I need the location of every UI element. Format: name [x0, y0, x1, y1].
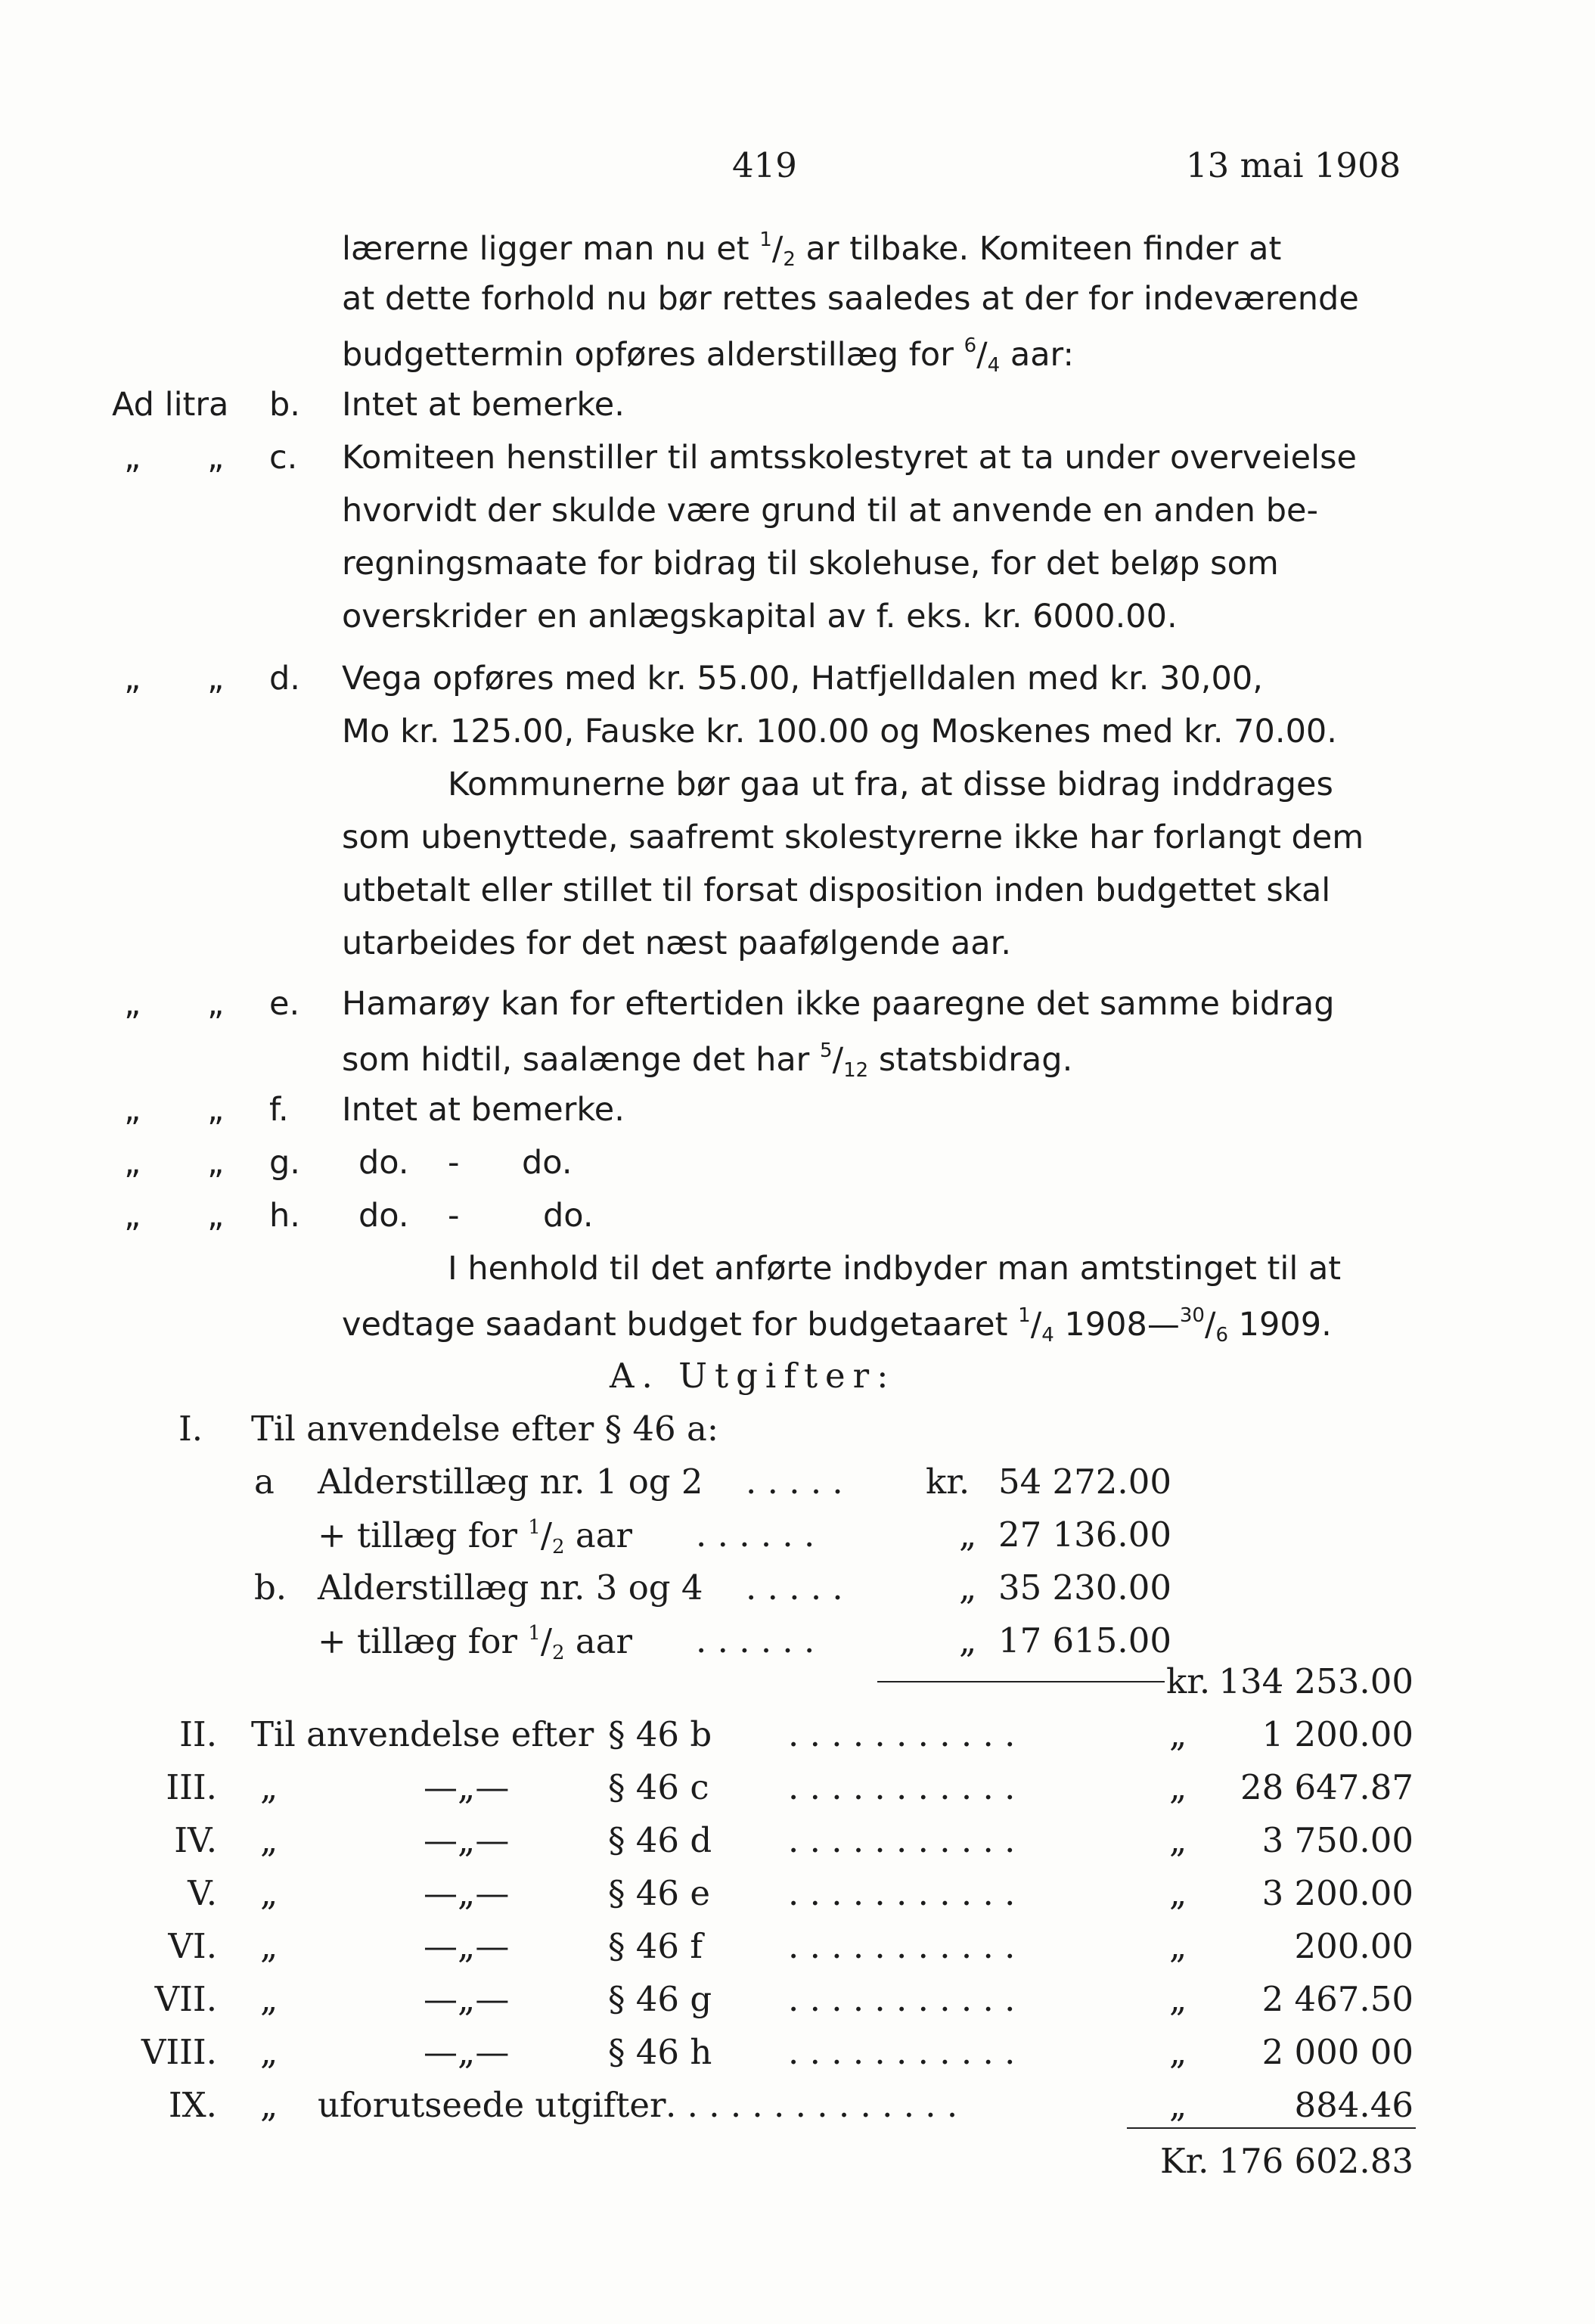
- row-unit: kr.: [926, 1462, 970, 1502]
- fraction-date-start: $^1/_4$: [1018, 1304, 1054, 1347]
- section-amount: 28 647.87: [1240, 1767, 1413, 1807]
- total-unit: Kr.: [1160, 2141, 1209, 2181]
- section-lead: Til anvendelse efter: [251, 1714, 594, 1754]
- section-unit: „: [1169, 2032, 1187, 2072]
- litra-h-dash: -: [448, 1197, 460, 1235]
- section-lead: „: [260, 1873, 278, 1913]
- litra-g-letter: g.: [269, 1144, 300, 1182]
- row-dots: . . . . . .: [696, 1620, 815, 1661]
- section-para: § 46 c: [608, 1767, 709, 1807]
- section-amount: 1 200.00: [1261, 1714, 1413, 1754]
- section-ditto: —„—: [424, 1926, 510, 1966]
- row-label: b.: [254, 1567, 287, 1608]
- fraction-one-half: $^1/_2$: [528, 1515, 565, 1558]
- litra-c-line-1: Komiteen henstiller til amtsskolestyret at ta under overveielse: [342, 439, 1357, 477]
- closing-line-1: I henhold til det anførte indbyder man amtstinget til at: [448, 1250, 1342, 1288]
- section-ditto: —„—: [424, 1873, 510, 1913]
- litra-e-letter: e.: [269, 985, 300, 1023]
- fraction-six-quarters: $^6/_4$: [964, 334, 1001, 377]
- row-text: Alderstillæg nr. 1 og 2: [318, 1462, 703, 1502]
- section-unit: „: [1169, 1714, 1187, 1754]
- body-line-1: lærerne ligger man nu et $^1/_2$ ar tilbake. Komiteen finder at: [342, 228, 1282, 271]
- total-rule: [1127, 2127, 1416, 2129]
- row-unit: „: [959, 1620, 977, 1661]
- section-I-numeral: I.: [178, 1409, 203, 1449]
- section-numeral: V.: [188, 1873, 217, 1913]
- section-ditto: —„—: [424, 1979, 510, 2019]
- row-dots: . . . . .: [746, 1567, 843, 1608]
- litra-f-letter: f.: [269, 1091, 289, 1129]
- litra-d-line-6: utarbeides for det næst paafølgende aar.: [342, 924, 1012, 962]
- section-amount: 2 000 00: [1261, 2032, 1413, 2072]
- section-ditto: —„—: [424, 2032, 510, 2072]
- litra-g-do-2: do.: [522, 1144, 573, 1182]
- section-dots: . . . . . . . . . . .: [788, 2032, 1016, 2072]
- section-numeral: IX.: [168, 2085, 217, 2125]
- litra-c-letter: c.: [269, 439, 298, 477]
- litra-h-letter: h.: [269, 1197, 300, 1235]
- section-amount: 3 200.00: [1261, 1873, 1413, 1913]
- litra-h-do-2: do.: [543, 1197, 594, 1235]
- section-para: § 46 g: [608, 1979, 712, 2019]
- ditto-mark: „: [124, 1144, 141, 1182]
- litra-e-line-1: Hamarøy kan for eftertiden ikke paaregne det samme bidrag: [342, 985, 1335, 1023]
- section-numeral: II.: [179, 1714, 217, 1754]
- litra-b-text: Intet at bemerke.: [342, 386, 625, 424]
- litra-c-line-2: hvorvidt der skulde være grund til at anvende en anden be-: [342, 492, 1318, 530]
- section-amount: 200.00: [1294, 1926, 1413, 1966]
- section-dots: . . . . . . . . . . .: [788, 1714, 1016, 1754]
- litra-d-line-4: som ubenyttede, saafremt skolestyrerne ikke har forlangt dem: [342, 819, 1364, 856]
- section-lead: „: [260, 1979, 278, 2019]
- section-lead: „: [260, 1820, 278, 1860]
- section-dots: . . . . . . . . . . .: [788, 1767, 1016, 1807]
- litra-c-line-3: regningsmaate for bidrag til skolehuse, for det beløp som: [342, 545, 1279, 583]
- section-unit: „: [1169, 1820, 1187, 1860]
- section-I-title: Til anvendelse efter § 46 a:: [251, 1409, 718, 1449]
- body-line-2: at dette forhold nu bør rettes saaledes at der for indeværende: [342, 280, 1359, 318]
- row-text: + tillæg for $^1/_2$ aar: [318, 1621, 633, 1664]
- ditto-mark: „: [124, 660, 141, 698]
- closing-line-2: vedtage saadant budget for budgetaaret $^1/_4$ $1908—^{30}/_6$ 1909.: [342, 1304, 1332, 1347]
- section-unit: „: [1169, 1979, 1187, 2019]
- row-label: a: [254, 1462, 275, 1502]
- ad-litra-label: Ad litra: [112, 386, 229, 424]
- row-unit: „: [959, 1567, 977, 1608]
- ditto-mark: „: [207, 1144, 225, 1182]
- section-numeral: III.: [166, 1767, 217, 1807]
- section-dots: . . . . . . . . . . .: [788, 1926, 1016, 1966]
- fraction-one-half: $^1/_2$: [759, 228, 796, 271]
- litra-d-letter: d.: [269, 660, 300, 698]
- section-amount: 884.46: [1294, 2085, 1413, 2125]
- fraction-date-end: $^{30}/_6$: [1179, 1304, 1228, 1347]
- section-lead: „: [260, 1767, 278, 1807]
- section-dots: . . . . . . . . . . .: [788, 1979, 1016, 2019]
- litra-c-line-4: overskrider en anlægskapital av f. eks. kr. 6000.00.: [342, 598, 1178, 635]
- litra-d-line-5: utbetalt eller stillet til forsat disposition inden budgettet skal: [342, 872, 1331, 909]
- subtotal-amount: 134 253.00: [1218, 1661, 1413, 1701]
- body-line-3: budgettermin opføres alderstillæg for $^6/_4$ aar:: [342, 334, 1074, 377]
- section-para: § 46 f: [608, 1926, 703, 1966]
- section-unit: „: [1169, 1873, 1187, 1913]
- section-amount: 3 750.00: [1261, 1820, 1413, 1860]
- ditto-mark: „: [207, 439, 225, 477]
- section-unit: „: [1169, 1926, 1187, 1966]
- section-para: § 46 d: [608, 1820, 712, 1860]
- row-amount: 27 136.00: [998, 1515, 1171, 1555]
- section-ditto: —„—: [424, 1820, 510, 1860]
- section-numeral: VI.: [168, 1926, 217, 1966]
- ditto-mark: „: [124, 1197, 141, 1235]
- section-dots: . . . . . . . . . . . . . .: [666, 2085, 958, 2125]
- section-lead: „: [260, 2032, 278, 2072]
- row-amount: 35 230.00: [998, 1567, 1171, 1608]
- section-amount: 2 467.50: [1261, 1979, 1413, 2019]
- fraction-one-half: $^1/_2$: [528, 1621, 565, 1664]
- total-amount: 176 602.83: [1218, 2141, 1413, 2181]
- row-amount: 17 615.00: [998, 1620, 1171, 1661]
- litra-e-line-2: som hidtil, saalænge det har $^5/_{12}$ statsbidrag.: [342, 1039, 1073, 1082]
- row-text: + tillæg for $^1/_2$ aar: [318, 1515, 633, 1558]
- litra-d-line-1: Vega opføres med kr. 55.00, Hatfjelldalen med kr. 30,00,: [342, 660, 1263, 698]
- row-text: Alderstillæg nr. 3 og 4: [318, 1567, 703, 1608]
- subtotal-unit: kr.: [1166, 1661, 1211, 1701]
- row-unit: „: [959, 1515, 977, 1555]
- section-para: § 46 h: [608, 2032, 712, 2072]
- ditto-mark: „: [207, 660, 225, 698]
- budget-heading: A. Utgifter:: [610, 1356, 896, 1396]
- litra-b-letter: b.: [269, 386, 300, 424]
- litra-d-line-2: Mo kr. 125.00, Fauske kr. 100.00 og Moskenes med kr. 70.00.: [342, 713, 1337, 750]
- section-lead: „: [260, 1926, 278, 1966]
- section-numeral: VIII.: [141, 2032, 217, 2072]
- section-para: § 46 b: [608, 1714, 712, 1754]
- ditto-mark: „: [124, 439, 141, 477]
- row-dots: . . . . .: [746, 1462, 843, 1502]
- litra-g-dash: -: [448, 1144, 460, 1182]
- section-dots: . . . . . . . . . . .: [788, 1873, 1016, 1913]
- litra-g-do: do.: [358, 1144, 409, 1182]
- section-numeral: VII.: [154, 1979, 217, 2019]
- litra-f-text: Intet at bemerke.: [342, 1091, 625, 1129]
- litra-h-do: do.: [358, 1197, 409, 1235]
- ditto-mark: „: [124, 985, 141, 1023]
- row-amount: 54 272.00: [998, 1462, 1171, 1502]
- page-number: 419: [732, 145, 797, 185]
- subtotal-rule: [877, 1681, 1165, 1682]
- row-dots: . . . . . .: [696, 1515, 815, 1555]
- section-para: uforutseede utgifter: [318, 2085, 666, 2125]
- section-numeral: IV.: [174, 1820, 217, 1860]
- litra-d-line-3: Kommunerne bør gaa ut fra, at disse bidrag inddrages: [448, 766, 1333, 803]
- section-para: § 46 e: [608, 1873, 710, 1913]
- section-lead: „: [260, 2085, 278, 2125]
- section-dots: . . . . . . . . . . .: [788, 1820, 1016, 1860]
- ditto-mark: „: [207, 985, 225, 1023]
- section-ditto: —„—: [424, 1767, 510, 1807]
- section-unit: „: [1169, 2085, 1187, 2125]
- fraction-five-twelfths: $^5/_{12}$: [820, 1039, 869, 1082]
- section-unit: „: [1169, 1767, 1187, 1807]
- ditto-mark: „: [124, 1091, 141, 1129]
- page-date: 13 mai 1908: [1186, 145, 1401, 185]
- ditto-mark: „: [207, 1197, 225, 1235]
- ditto-mark: „: [207, 1091, 225, 1129]
